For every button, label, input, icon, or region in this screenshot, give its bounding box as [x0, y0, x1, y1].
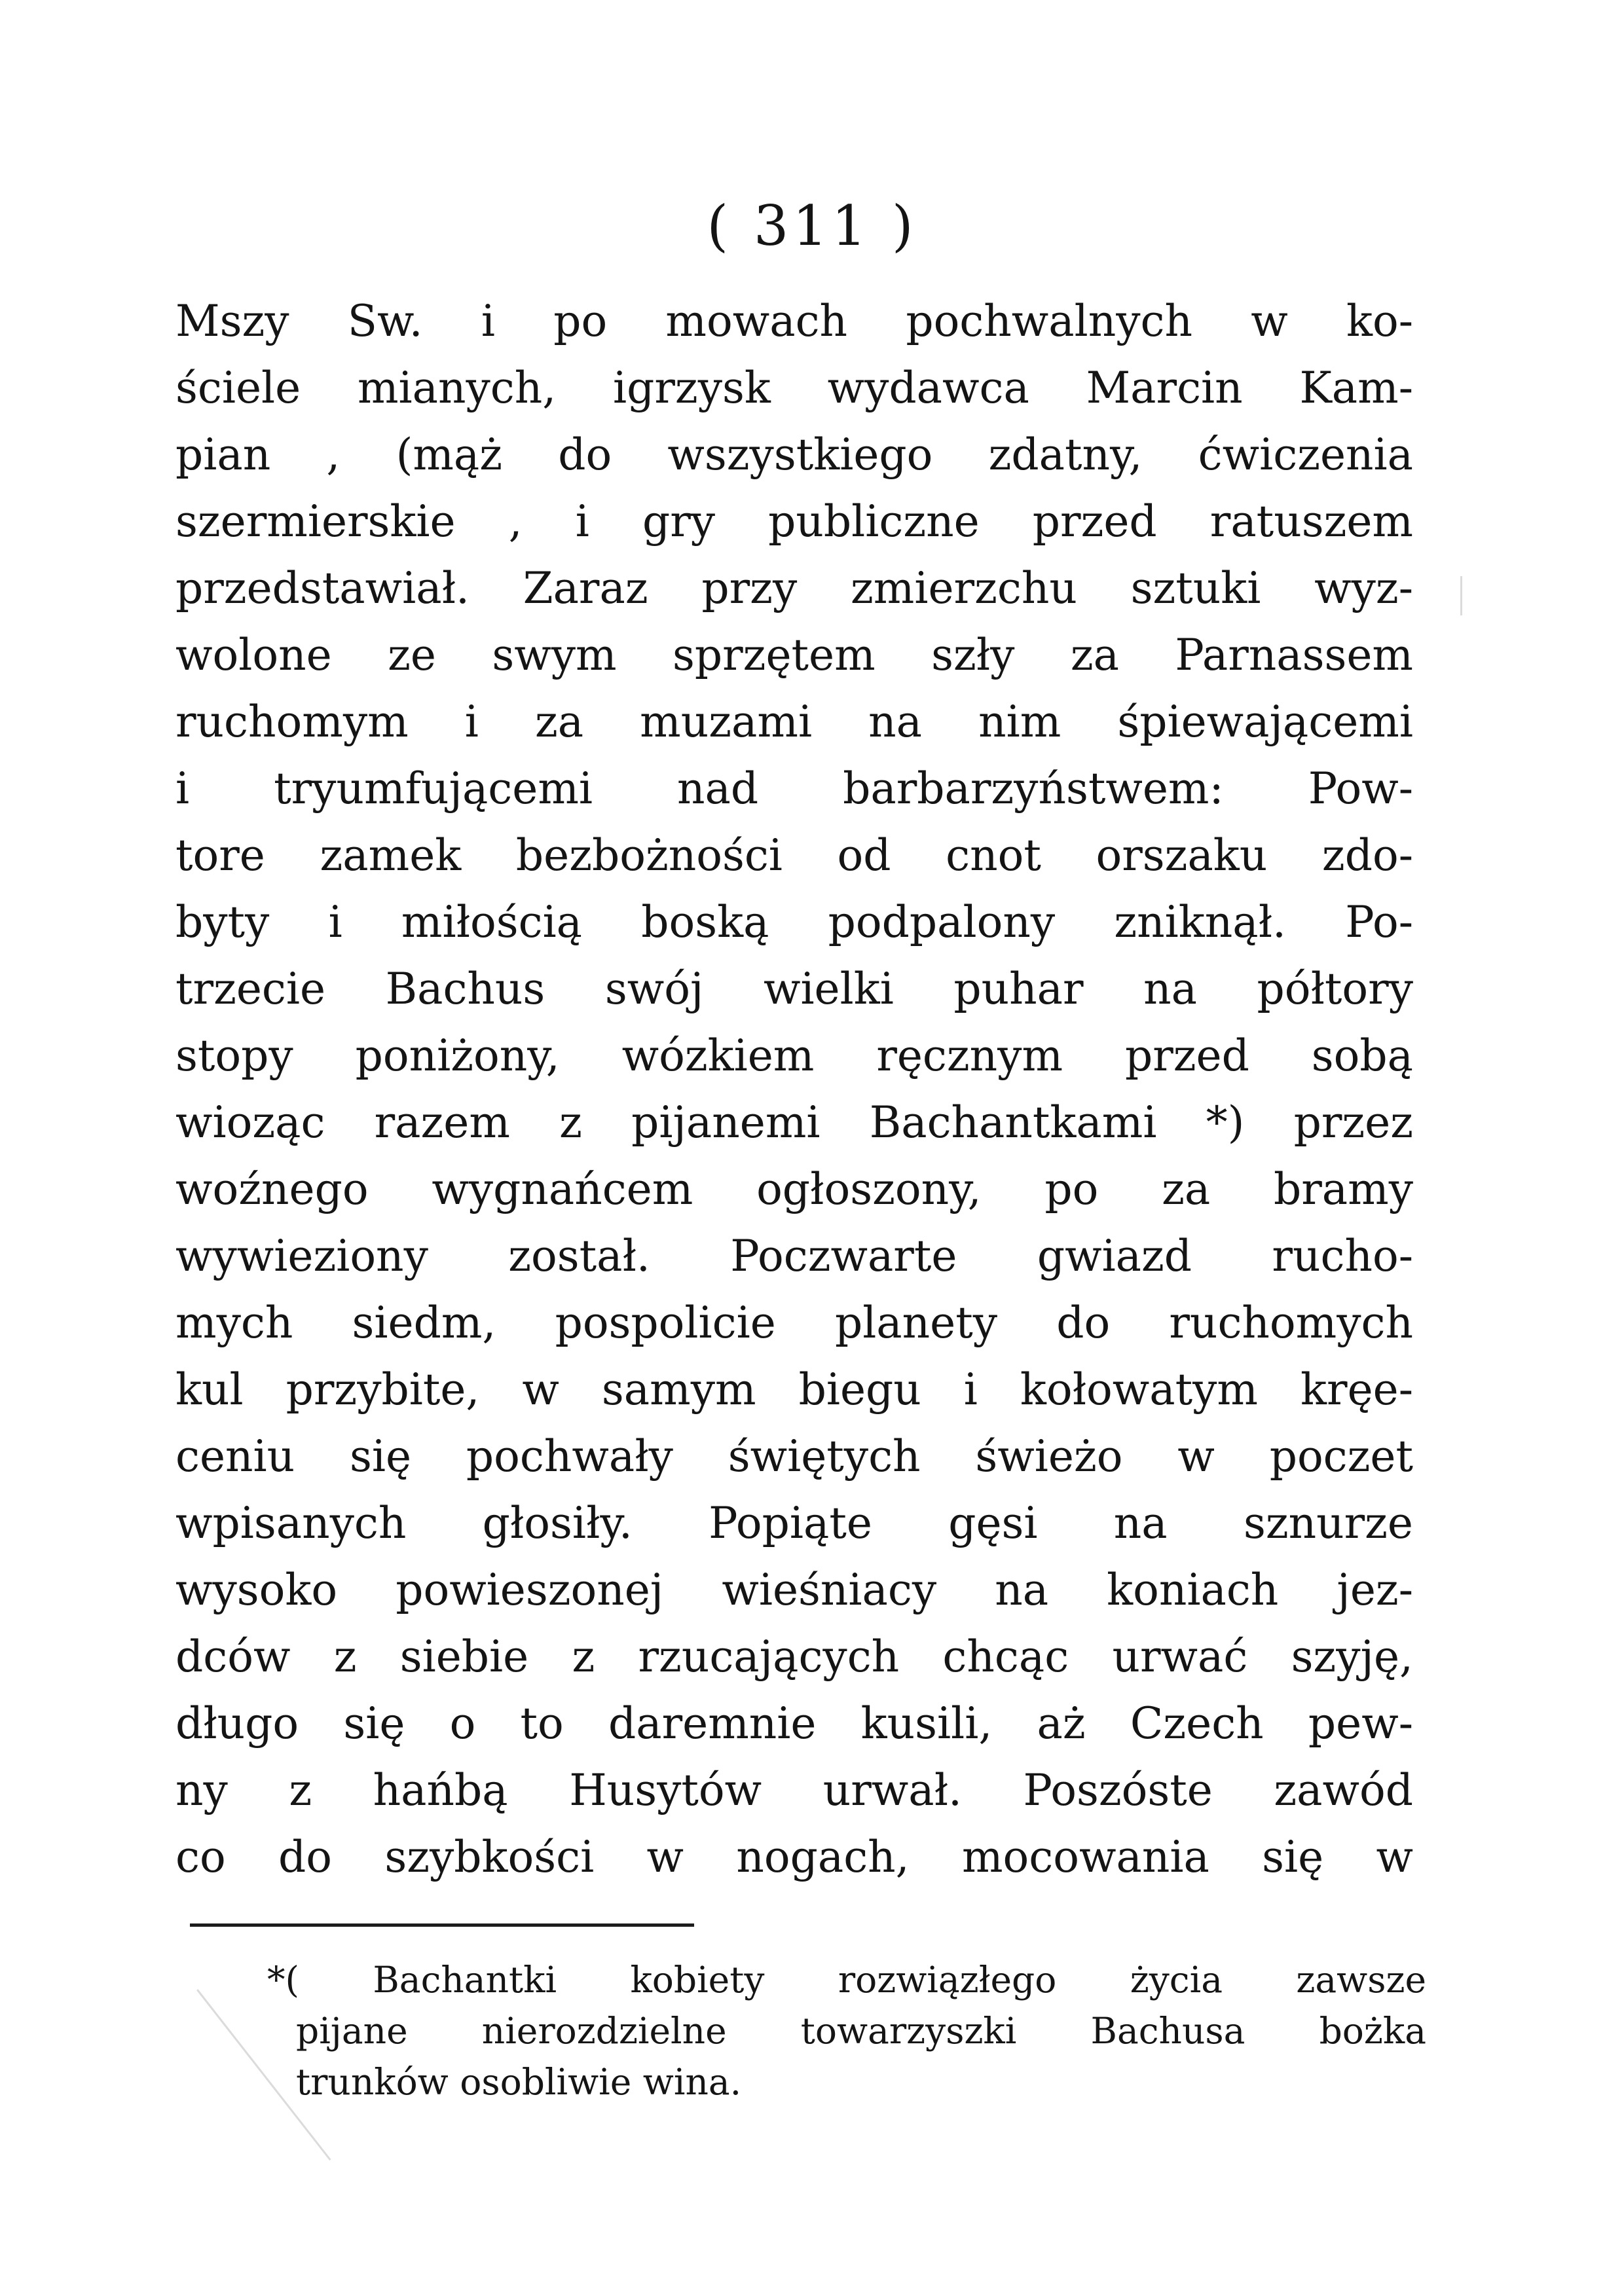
- text-line: wpisanych głosiły. Popiąte gęsi na sznurze: [175, 1498, 1413, 1548]
- text-line: trzecie Bachus swój wielki puhar na półtory: [175, 964, 1413, 1014]
- text-line: mych siedm, pospolicie planety do ruchomych: [175, 1298, 1413, 1348]
- text-line: kul przybite, w samym biegu i kołowatym kręe-: [175, 1364, 1413, 1415]
- text-line: wioząc razem z pijanemi Bachantkami *) przez: [175, 1097, 1413, 1148]
- page-number: ( 311 ): [707, 194, 917, 258]
- text-line: Mszy Sw. i po mowach pochwalnych w ko-: [175, 296, 1413, 346]
- text-line: wysoko powieszonej wieśniacy na koniach jez-: [175, 1565, 1413, 1615]
- footnote-line: *( Bachantki kobiety rozwiązłego życia zawsze: [267, 1959, 1426, 2001]
- text-line: i tryumfującemi nad barbarzyństwem: Pow-: [175, 763, 1413, 814]
- text-line: ny z hańbą Husytów urwał. Poszóste zawód: [175, 1765, 1413, 1815]
- footnote-rule: [190, 1923, 694, 1927]
- text-line: pian , (mąż do wszystkiego zdatny, ćwiczenia: [175, 429, 1413, 480]
- text-line: dców z siebie z rzucających chcąc urwać szyję,: [175, 1631, 1413, 1682]
- text-line: ceniu się pochwały świętych świeżo w poczet: [175, 1431, 1413, 1482]
- text-line: woźnego wygnańcem ogłoszony, po za bramy: [175, 1164, 1413, 1214]
- scan-mark: [1460, 576, 1462, 615]
- text-line: ściele mianych, igrzysk wydawca Marcin Kam-: [175, 363, 1413, 413]
- body-text: [175, 288, 1413, 1891]
- text-line: stopy poniżony, wózkiem ręcznym przed sobą: [175, 1030, 1413, 1081]
- text-line: długo się o to daremnie kusili, aż Czech pew-: [175, 1698, 1413, 1749]
- footnote: [267, 1954, 1426, 2107]
- text-line: szermierskie , i gry publiczne przed ratuszem: [175, 496, 1413, 547]
- text-line: przedstawiał. Zaraz przy zmierzchu sztuki wyz-: [175, 563, 1413, 613]
- text-line: tore zamek bezbożności od cnot orszaku zdo-: [175, 830, 1413, 881]
- text-line: wolone ze swym sprzętem szły za Parnassem: [175, 630, 1413, 680]
- text-line: wywieziony został. Poczwarte gwiazd rucho-: [175, 1231, 1413, 1281]
- text-line: co do szybkości w nogach, mocowania się w: [175, 1832, 1413, 1882]
- footnote-line: pijane nierozdzielne towarzyszki Bachusa bożka: [296, 2010, 1426, 2052]
- text-line: byty i miłością boską podpalony zniknął. Po-: [175, 897, 1413, 947]
- footnote-line: trunków osobliwie wina.: [296, 2061, 742, 2103]
- text-line: ruchomym i za muzami na nim śpiewającemi: [175, 697, 1413, 747]
